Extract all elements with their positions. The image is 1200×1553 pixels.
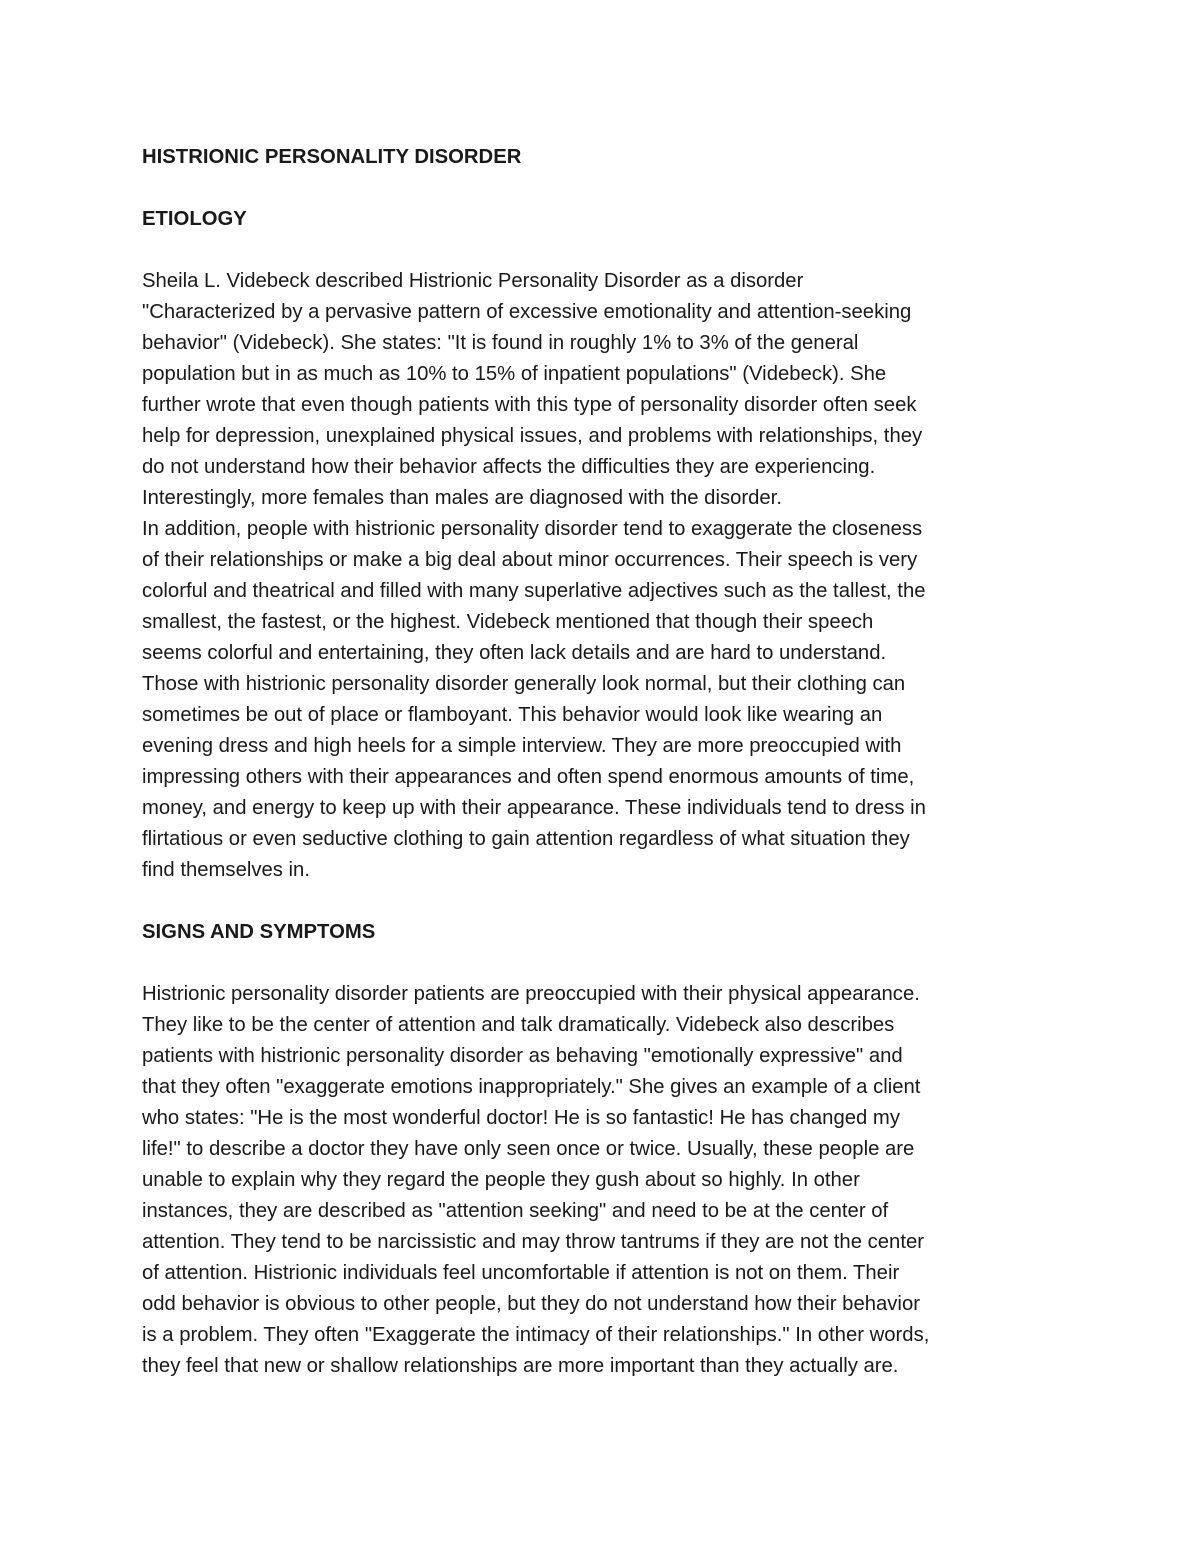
text-line: attention. They tend to be narcissistic and may throw tantrums if they are not the center [142, 1231, 924, 1253]
spacer [142, 173, 1102, 204]
text-line: colorful and theatrical and filled with many superlative adjectives such as the tallest, the [142, 580, 926, 602]
text-line: smallest, the fastest, or the highest. Videbeck mentioned that though their speech [142, 611, 874, 633]
text-line: unable to explain why they regard the people they gush about so highly. In other [142, 1169, 860, 1191]
spacer [142, 886, 1102, 917]
text-line: do not understand how their behavior affects the difficulties they are experiencing. [142, 456, 876, 478]
section-paragraph [142, 266, 1102, 886]
text-line: further wrote that even though patients with this type of personality disorder often seek [142, 394, 917, 416]
text-line: impressing others with their appearances and often spend enormous amounts of time, [142, 766, 915, 788]
text-line: seems colorful and entertaining, they often lack details and are hard to understand. [142, 642, 887, 664]
text-line: help for depression, unexplained physical issues, and problems with relationships, they [142, 425, 923, 447]
text-line: sometimes be out of place or flamboyant. This behavior would look like wearing an [142, 704, 883, 726]
text-line: In addition, people with histrionic personality disorder tend to exaggerate the closeness [142, 518, 923, 540]
text-line: money, and energy to keep up with their appearance. These individuals tend to dress in [142, 797, 926, 819]
text-line: Those with histrionic personality disorder generally look normal, but their clothing can [142, 673, 906, 695]
text-line: that they often "exaggerate emotions inappropriately." She gives an example of a client [142, 1076, 921, 1098]
text-line: behavior" (Videbeck). She states: "It is found in roughly 1% to 3% of the general [142, 332, 859, 354]
text-line: of their relationships or make a big deal about minor occurrences. Their speech is very [142, 549, 918, 571]
text-line: is a problem. They often "Exaggerate the intimacy of their relationships." In other words, [142, 1324, 930, 1346]
text-line: "Characterized by a pervasive pattern of excessive emotionality and attention-seeking [142, 301, 912, 323]
text-line: They like to be the center of attention and talk dramatically. Videbeck also describes [142, 1014, 895, 1036]
text-line: flirtatious or even seductive clothing to gain attention regardless of what situation they [142, 828, 910, 850]
text-line: Sheila L. Videbeck described Histrionic Personality Disorder as a disorder [142, 270, 804, 292]
text-line: of attention. Histrionic individuals feel uncomfortable if attention is not on them. Their [142, 1262, 900, 1284]
section-heading: ETIOLOGY [142, 208, 247, 230]
text-line: patients with histrionic personality disorder as behaving "emotionally expressive" and [142, 1045, 903, 1067]
text-line: life!" to describe a doctor they have only seen once or twice. Usually, these people are [142, 1138, 915, 1160]
text-line: evening dress and high heels for a simple interview. They are more preoccupied with [142, 735, 902, 757]
document-body [142, 204, 1102, 1382]
text-line: they feel that new or shallow relationships are more important than they actually are. [142, 1355, 899, 1377]
document-page [142, 142, 1102, 1382]
text-line: Interestingly, more females than males are diagnosed with the disorder. [142, 487, 782, 509]
section-heading: SIGNS AND SYMPTOMS [142, 921, 376, 943]
text-line: odd behavior is obvious to other people, but they do not understand how their behavior [142, 1293, 920, 1315]
text-line: find themselves in. [142, 859, 310, 881]
spacer [142, 948, 1102, 979]
document-title: HISTRIONIC PERSONALITY DISORDER [142, 146, 522, 168]
section-paragraph [142, 979, 1102, 1382]
text-line: Histrionic personality disorder patients are preoccupied with their physical appearance. [142, 983, 920, 1005]
text-line: population but in as much as 10% to 15% of inpatient populations" (Videbeck). She [142, 363, 887, 385]
text-line: who states: "He is the most wonderful doctor! He is so fantastic! He has changed my [142, 1107, 900, 1129]
spacer [142, 235, 1102, 266]
text-line: instances, they are described as "attention seeking" and need to be at the center of [142, 1200, 889, 1222]
